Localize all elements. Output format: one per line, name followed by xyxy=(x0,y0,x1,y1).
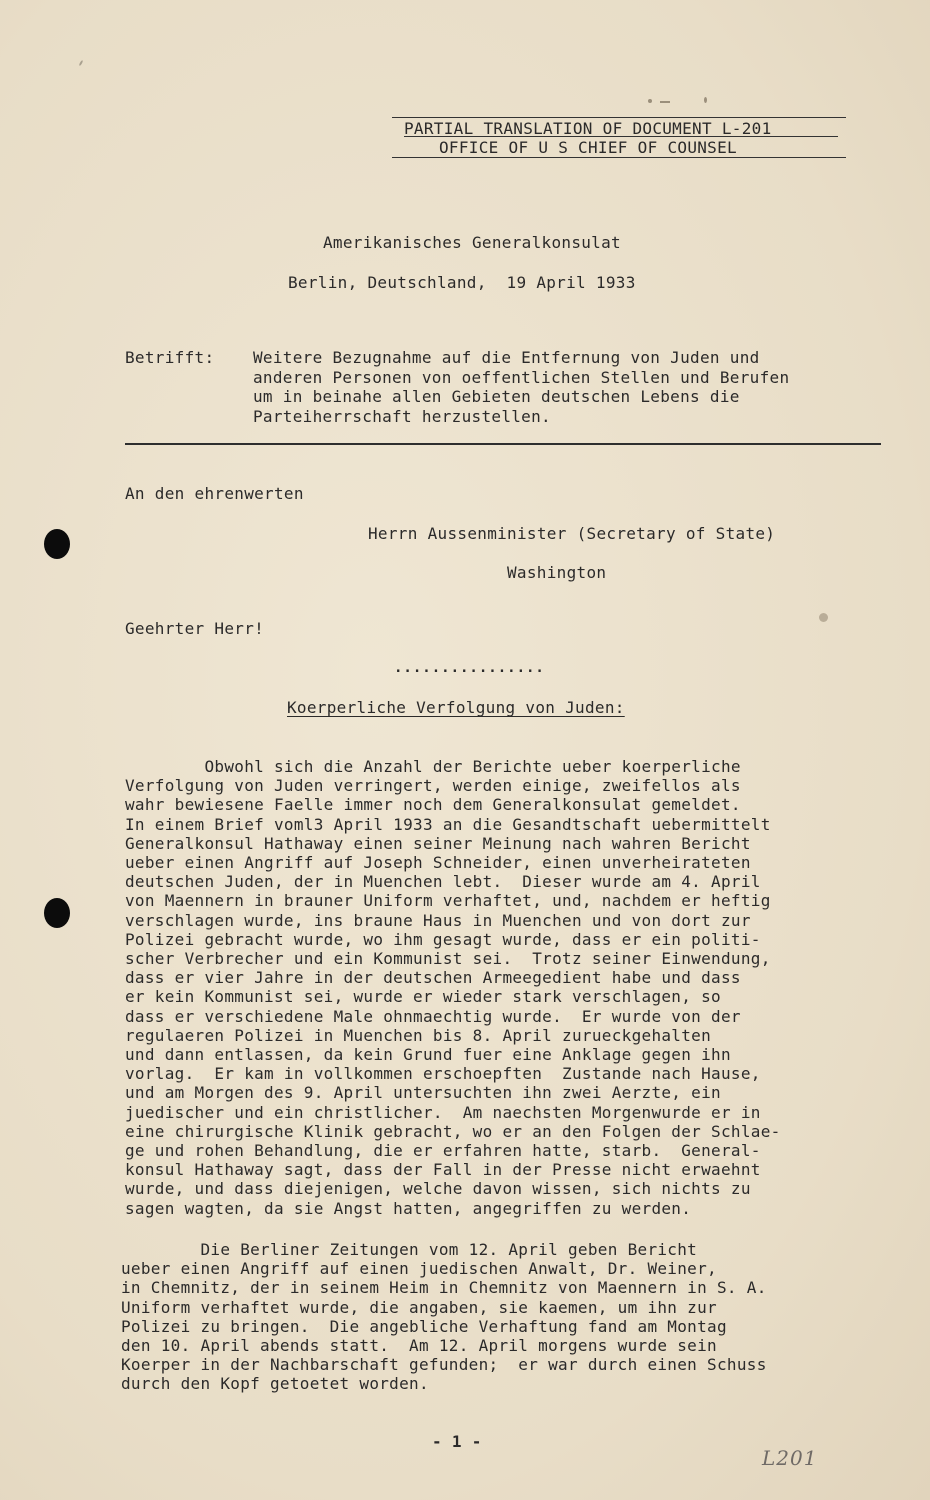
paragraph-2 xyxy=(121,1240,767,1394)
header-bottom-rule xyxy=(392,157,846,158)
sender-organization: Amerikanisches Generalkonsulat xyxy=(323,233,621,252)
section-title: Koerperliche Verfolgung von Juden: xyxy=(287,698,625,717)
subject-text xyxy=(253,348,789,426)
paragraph-1 xyxy=(125,757,781,1218)
text-line: wahr bewiesene Faelle immer noch dem Generalkonsulat gemeldet. xyxy=(125,795,741,815)
text-line: Koerper in der Nachbarschaft gefunden; er war durch einen Schuss xyxy=(121,1355,767,1375)
text-line: in Chemnitz, der in seinem Heim in Chemnitz von Maennern in S. A. xyxy=(121,1278,767,1298)
subject-divider xyxy=(125,443,881,445)
ink-speck xyxy=(660,101,670,103)
header-line-1: PARTIAL TRANSLATION OF DOCUMENT L-201 xyxy=(404,119,772,138)
text-line: scher Verbrecher und ein Kommunist sei. Trotz seiner Einwendung, xyxy=(125,949,771,969)
text-line: ge und rohen Behandlung, die er erfahren hatte, starb. General- xyxy=(125,1141,761,1161)
subject-line: um in beinahe allen Gebieten deutschen Lebens die xyxy=(253,387,740,406)
text-line: deutschen Juden, der in Muenchen lebt. Dieser wurde am 4. April xyxy=(125,872,761,892)
header-line-2: OFFICE OF U S CHIEF OF COUNSEL xyxy=(439,138,737,157)
text-line: verschlagen wurde, ins braune Haus in Muenchen und von dort zur xyxy=(125,910,751,930)
text-line: sagen wagten, da sie Angst hatten, angegriffen zu werden. xyxy=(125,1198,692,1218)
text-line: ueber einen Angriff auf Joseph Schneider, einen unverheirateten xyxy=(125,853,751,873)
header-mid-rule xyxy=(404,136,838,137)
ellipsis-separator: ................ xyxy=(394,660,545,676)
ink-speck xyxy=(704,97,707,103)
text-line: In einem Brief voml3 April 1933 an die Gesandtschaft uebermittelt xyxy=(125,814,771,834)
subject-label: Betrifft: xyxy=(125,348,215,367)
text-line: Obwohl sich die Anzahl der Berichte ueber koerperliche xyxy=(125,757,741,776)
text-line: dass er verschiedene Male ohnmaechtig wurde. Er wurde von der xyxy=(125,1006,741,1026)
text-line: Verfolgung von Juden verringert, werden einige, zweifellos als xyxy=(125,776,741,796)
ink-speck xyxy=(648,99,652,103)
text-line: vorlag. Er kam in vollkommen erschoepften Zustande nach Hause, xyxy=(125,1064,761,1084)
header-top-rule xyxy=(392,117,846,118)
punch-hole-lower xyxy=(44,898,70,928)
text-line: konsul Hathaway sagt, dass der Fall in der Presse nicht erwaehnt xyxy=(125,1160,761,1180)
stray-mark xyxy=(79,60,84,66)
text-line: Polizei zu bringen. Die angebliche Verhaftung fand am Montag xyxy=(121,1316,727,1336)
place-and-date: Berlin, Deutschland, 19 April 1933 xyxy=(288,273,636,292)
text-line: er kein Kommunist sei, wurde er wieder stark verschlagen, so xyxy=(125,987,721,1007)
address-line-2: Herrn Aussenminister (Secretary of State) xyxy=(368,524,776,543)
text-line: Die Berliner Zeitungen vom 12. April geben Bericht xyxy=(121,1240,698,1259)
text-line: durch den Kopf getoetet worden. xyxy=(121,1374,429,1394)
salutation: Geehrter Herr! xyxy=(125,619,265,638)
text-line: und am Morgen des 9. April untersuchten ihn zwei Aerzte, ein xyxy=(125,1083,721,1103)
page-number: - 1 - xyxy=(432,1432,482,1451)
text-line: Generalkonsul Hathaway einen seiner Meinung nach wahren Bericht xyxy=(125,833,751,853)
text-line: und dann entlassen, da kein Grund fuer eine Anklage gegen ihn xyxy=(125,1045,731,1065)
text-line: ueber einen Angriff auf einen juedischen Anwalt, Dr. Weiner, xyxy=(121,1259,717,1279)
address-line-3: Washington xyxy=(507,563,607,582)
subject-line: anderen Personen von oeffentlichen Stellen und Berufen xyxy=(253,367,790,387)
text-line: wurde, und dass diejenigen, welche davon wissen, sich nichts zu xyxy=(125,1179,751,1199)
text-line: Polizei gebracht wurde, wo ihm gesagt wurde, dass er ein politi- xyxy=(125,929,761,949)
text-line: den 10. April abends statt. Am 12. April morgens wurde sein xyxy=(121,1336,717,1356)
smudge xyxy=(819,613,828,622)
text-line: juedischer und ein christlicher. Am naechsten Morgenwurde er in xyxy=(125,1102,761,1122)
text-line: dass er vier Jahre in der deutschen Armeegedient habe und dass xyxy=(125,968,741,988)
address-line-1: An den ehrenwerten xyxy=(125,484,304,503)
subject-line: Weitere Bezugnahme auf die Entfernung von Juden und xyxy=(253,348,760,367)
text-line: Uniform verhaftet wurde, die angaben, sie kaemen, um ihn zur xyxy=(121,1297,717,1317)
punch-hole-upper xyxy=(44,529,70,559)
text-line: von Maennern in brauner Uniform verhaftet, und, nachdem er heftig xyxy=(125,891,771,911)
text-line: eine chirurgische Klinik gebracht, wo er an den Folgen der Schlae- xyxy=(125,1121,781,1141)
handwritten-document-ref: L201 xyxy=(762,1446,818,1470)
subject-line: Parteiherrschaft herzustellen. xyxy=(253,406,551,426)
text-line: regulaeren Polizei in Muenchen bis 8. April zurueckgehalten xyxy=(125,1025,712,1045)
